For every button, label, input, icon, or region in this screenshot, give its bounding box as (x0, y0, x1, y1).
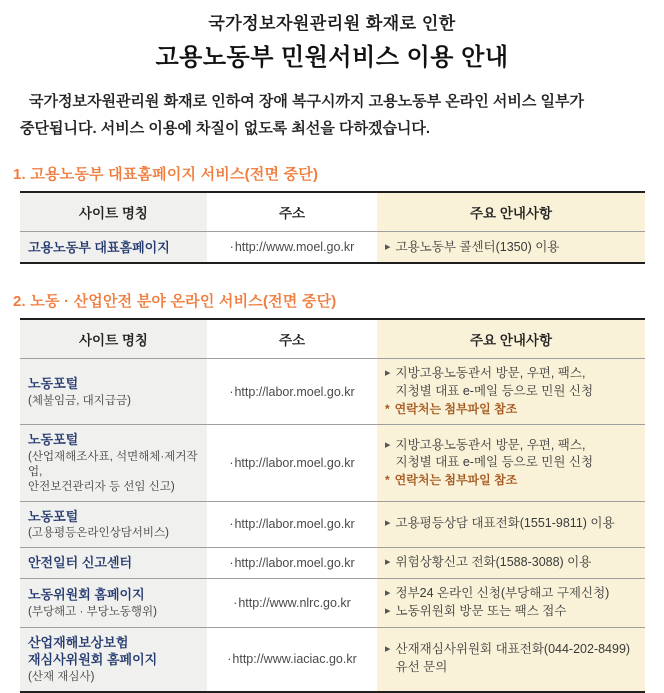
subtitle-line: (산업재해조사표, 석면해체·제거작업, (28, 450, 198, 478)
site-name-cell (20, 627, 207, 692)
table-row (20, 425, 645, 501)
note-item (385, 641, 637, 677)
note-line: 노동위원회 방문 또는 팩스 접수 (395, 603, 567, 618)
site-url-cell (207, 627, 377, 692)
site-url (227, 652, 357, 666)
column-header-site-name: 사이트 명칭 (20, 192, 207, 232)
site-url-cell (207, 501, 377, 547)
arrow-icon: ▸ (385, 587, 391, 600)
site-name: 노동포털 (28, 432, 79, 448)
url-text: http://www.iaciac.go.kr (232, 652, 357, 667)
note-line: 고용노동부 콜센터(1350) 이용 (395, 239, 560, 254)
arrow-icon: ▸ (385, 517, 391, 530)
note-text (396, 515, 615, 533)
info-cell (377, 425, 645, 501)
arrow-icon: ▸ (385, 240, 391, 253)
table-row (20, 627, 645, 692)
warning-note (385, 472, 637, 489)
info-cell (377, 579, 645, 628)
note-text (396, 437, 594, 473)
note-item (385, 437, 637, 473)
table-row (20, 579, 645, 628)
note-text (396, 554, 592, 572)
warning-note (385, 401, 637, 418)
note-line: 연락처는 첨부파일 참조 (394, 473, 518, 487)
site-subtitle: (고용평등온라인상담서비스) (28, 527, 169, 540)
table-online-services (20, 318, 645, 692)
bullet-icon: · (233, 595, 238, 610)
arrow-icon: ▸ (385, 367, 391, 380)
warning-text (395, 472, 518, 489)
info-cell (377, 501, 645, 547)
site-url-cell (207, 548, 377, 579)
url-text: http://labor.moel.go.kr (234, 384, 355, 399)
site-url (229, 556, 354, 570)
arrow-icon: ▸ (385, 438, 391, 451)
site-subtitle: (산재 재심사) (28, 670, 95, 683)
note-line: 지방고용노동관서 방문, 우편, 팩스, (395, 366, 586, 381)
bullet-icon: · (229, 517, 234, 532)
note-text (396, 239, 560, 257)
site-name: 노동포털 (28, 508, 79, 524)
site-name: 노동포털 (28, 376, 79, 392)
site-name-line: 산업재해보상보험 (28, 634, 129, 650)
site-url-cell (207, 232, 377, 264)
table-header-row (20, 319, 645, 359)
url-text: http://labor.moel.go.kr (234, 455, 355, 470)
note-item (385, 239, 637, 257)
intro-paragraph (20, 89, 646, 142)
column-header-info: 주요 안내사항 (377, 192, 645, 232)
table-header-row (20, 192, 645, 232)
note-item (385, 365, 637, 401)
url-text: http://labor.moel.go.kr (234, 556, 355, 571)
title-line-2: 고용노동부 민원서비스 이용 안내 (155, 44, 509, 71)
section-1-heading: 1. 고용노동부 대표홈페이지 서비스(전면 중단) (13, 166, 319, 184)
site-name: 안전일터 신고센터 (28, 555, 133, 571)
site-name-cell (20, 425, 207, 501)
note-item (385, 515, 637, 533)
site-url (229, 385, 354, 399)
note-line: 지청별 대표 e-메일 등으로 민원 신청 (395, 455, 594, 470)
site-name-cell (20, 579, 207, 628)
table-row (20, 232, 645, 264)
note-line: 유선 문의 (395, 660, 448, 675)
note-text (396, 641, 631, 677)
bullet-icon: · (229, 240, 234, 255)
note-line: 정부24 온라인 신청(부당해고 구제신청) (395, 586, 610, 601)
warning-text (395, 401, 518, 418)
note-text (396, 603, 567, 621)
table-row (20, 501, 645, 547)
title-line-1: 국가정보자원관리원 화재로 인한 (208, 14, 456, 33)
site-url (229, 456, 354, 470)
site-url (230, 240, 355, 254)
note-item (385, 585, 637, 603)
site-name: 노동위원회 홈페이지 (28, 587, 145, 603)
note-line: 산재재심사위원회 대표전화(044-202-8499) (395, 642, 631, 657)
note-text (396, 365, 594, 401)
site-name-cell (20, 232, 207, 264)
table-row (20, 359, 645, 425)
url-text: http://www.nlrc.go.kr (238, 595, 351, 610)
note-item (385, 554, 637, 572)
bullet-icon: · (229, 384, 234, 399)
column-header-site-name: 사이트 명칭 (20, 319, 207, 359)
note-line: 지방고용노동관서 방문, 우편, 팩스, (395, 437, 586, 452)
info-cell (377, 232, 645, 264)
column-header-info: 주요 안내사항 (377, 319, 645, 359)
section-2-heading: 2. 노동 · 산업안전 분야 온라인 서비스(전면 중단) (13, 293, 337, 311)
intro-line-1: 국가정보자원관리원 화재로 인하여 장애 복구시까지 고용노동부 온라인 서비스 일부가 (29, 93, 584, 110)
url-text: http://www.moel.go.kr (234, 240, 355, 255)
site-url-cell (207, 359, 377, 425)
site-name-line: 재심사위원회 홈페이지 (28, 652, 158, 668)
asterisk-icon: * (385, 473, 390, 487)
site-url-cell (207, 579, 377, 628)
intro-line-2: 중단됩니다. 서비스 이용에 차질이 없도록 최선을 다하겠습니다. (20, 119, 431, 137)
site-subtitle: (체불임금, 대지급금) (28, 394, 131, 407)
site-name-cell (20, 359, 207, 425)
info-cell (377, 548, 645, 579)
info-cell (377, 627, 645, 692)
note-line: 위험상황신고 전화(1588-3088) 이용 (395, 555, 592, 570)
note-text (396, 585, 610, 603)
site-name (28, 634, 199, 669)
info-cell (377, 359, 645, 425)
site-url (229, 517, 354, 531)
table-row (20, 548, 645, 579)
bullet-icon: · (229, 556, 234, 571)
note-line: 연락처는 첨부파일 참조 (394, 401, 518, 416)
bullet-icon: · (227, 652, 232, 667)
note-item (385, 603, 637, 621)
arrow-icon: ▸ (385, 604, 391, 617)
bullet-icon: · (229, 455, 234, 470)
asterisk-icon: * (385, 401, 390, 416)
note-line: 지청별 대표 e-메일 등으로 민원 신청 (395, 384, 594, 399)
site-subtitle: (부당해고 · 부당노동행위) (28, 605, 157, 618)
column-header-url: 주소 (207, 319, 377, 359)
site-name-cell (20, 548, 207, 579)
arrow-icon: ▸ (385, 643, 391, 656)
arrow-icon: ▸ (385, 556, 391, 569)
page-title (0, 0, 664, 72)
column-header-url: 주소 (207, 192, 377, 232)
site-name: 고용노동부 대표홈페이지 (28, 239, 170, 255)
note-line: 고용평등상담 대표전화(1551-9811) 이용 (395, 516, 615, 531)
site-subtitle (28, 450, 199, 495)
subtitle-line: 안전보건관리자 등 선임 신고) (28, 480, 175, 493)
site-url-cell (207, 425, 377, 501)
site-name-cell (20, 501, 207, 547)
table-homepage-service (20, 191, 645, 264)
site-url (233, 596, 351, 610)
url-text: http://labor.moel.go.kr (234, 517, 355, 532)
